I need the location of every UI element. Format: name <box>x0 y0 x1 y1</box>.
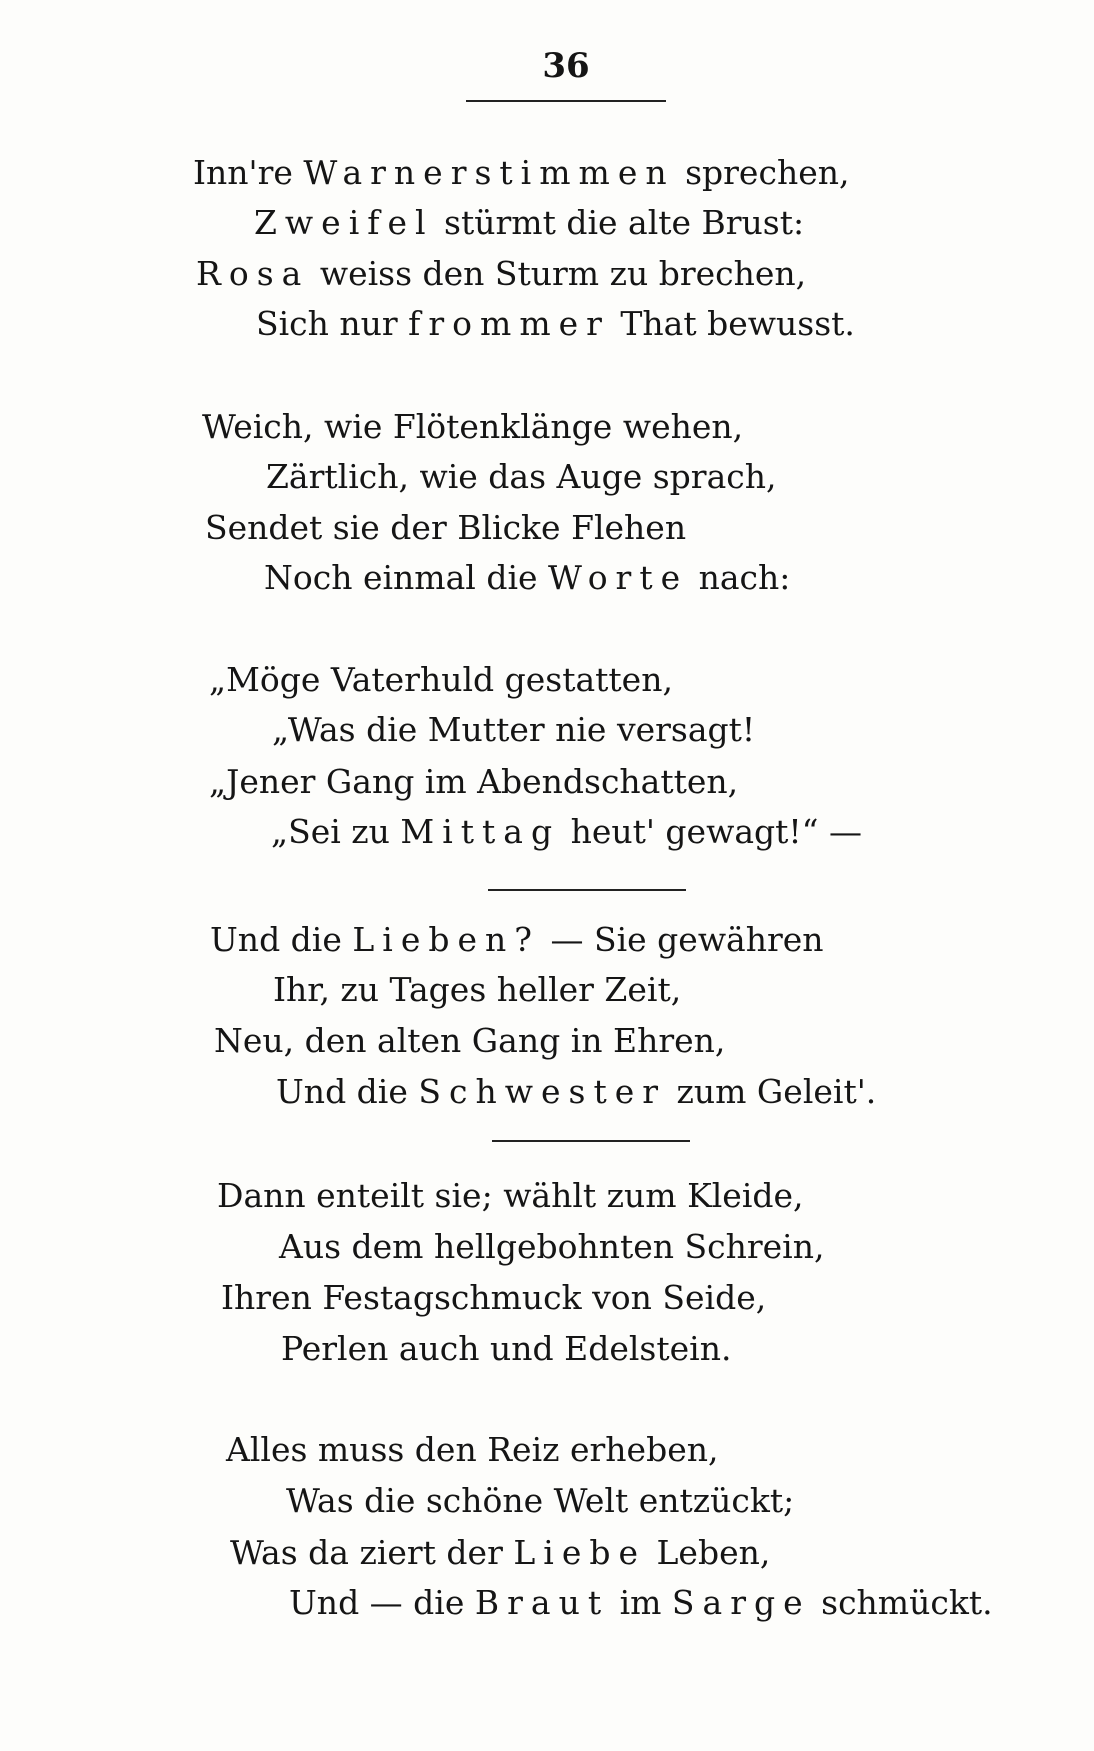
verse-line: Alles muss den Reiz erheben, <box>226 1430 719 1469</box>
verse-line: Ihr, zu Tages heller Zeit, <box>273 970 682 1009</box>
verse-line: Noch einmal die Worte nach: <box>264 558 791 597</box>
verse-line: Aus dem hellgebohnten Schrein, <box>279 1227 825 1266</box>
verse-line: Und die Lieben? — Sie gewähren <box>210 920 824 959</box>
verse-line: Sich nur frommer That bewusst. <box>256 304 855 343</box>
verse-line: Dann enteilt sie; wählt zum Kleide, <box>217 1176 804 1215</box>
verse-line: Ihren Festagschmuck von Seide, <box>221 1278 767 1317</box>
verse-line: „Sei zu Mittag heut' gewagt!“ — <box>271 812 863 851</box>
verse-line: Und die Schwester zum Geleit'. <box>276 1072 877 1111</box>
verse-line: Inn're Warnerstimmen sprechen, <box>193 153 850 192</box>
verse-line: Perlen auch und Edelstein. <box>281 1329 732 1368</box>
verse-line: Und — die Braut im Sarge schmückt. <box>289 1583 993 1622</box>
section-divider <box>488 889 686 891</box>
header-rule <box>466 100 666 102</box>
verse-line: Rosa weiss den Sturm zu brechen, <box>196 254 807 293</box>
verse-line: Neu, den alten Gang in Ehren, <box>214 1021 726 1060</box>
verse-line: Weich, wie Flötenklänge wehen, <box>202 407 744 446</box>
verse-line: „Jener Gang im Abendschatten, <box>209 762 739 801</box>
page-number: 36 <box>542 46 590 86</box>
verse-line: „Was die Mutter nie versagt! <box>272 710 756 749</box>
verse-line: Was die schöne Welt entzückt; <box>286 1481 795 1520</box>
verse-line: Sendet sie der Blicke Flehen <box>205 508 687 547</box>
verse-line: Was da ziert der Liebe Leben, <box>230 1533 771 1572</box>
section-divider <box>492 1140 690 1142</box>
verse-line: Zweifel stürmt die alte Brust: <box>254 203 805 242</box>
verse-line: „Möge Vaterhuld gestatten, <box>209 660 673 699</box>
verse-line: Zärtlich, wie das Auge sprach, <box>266 457 777 496</box>
